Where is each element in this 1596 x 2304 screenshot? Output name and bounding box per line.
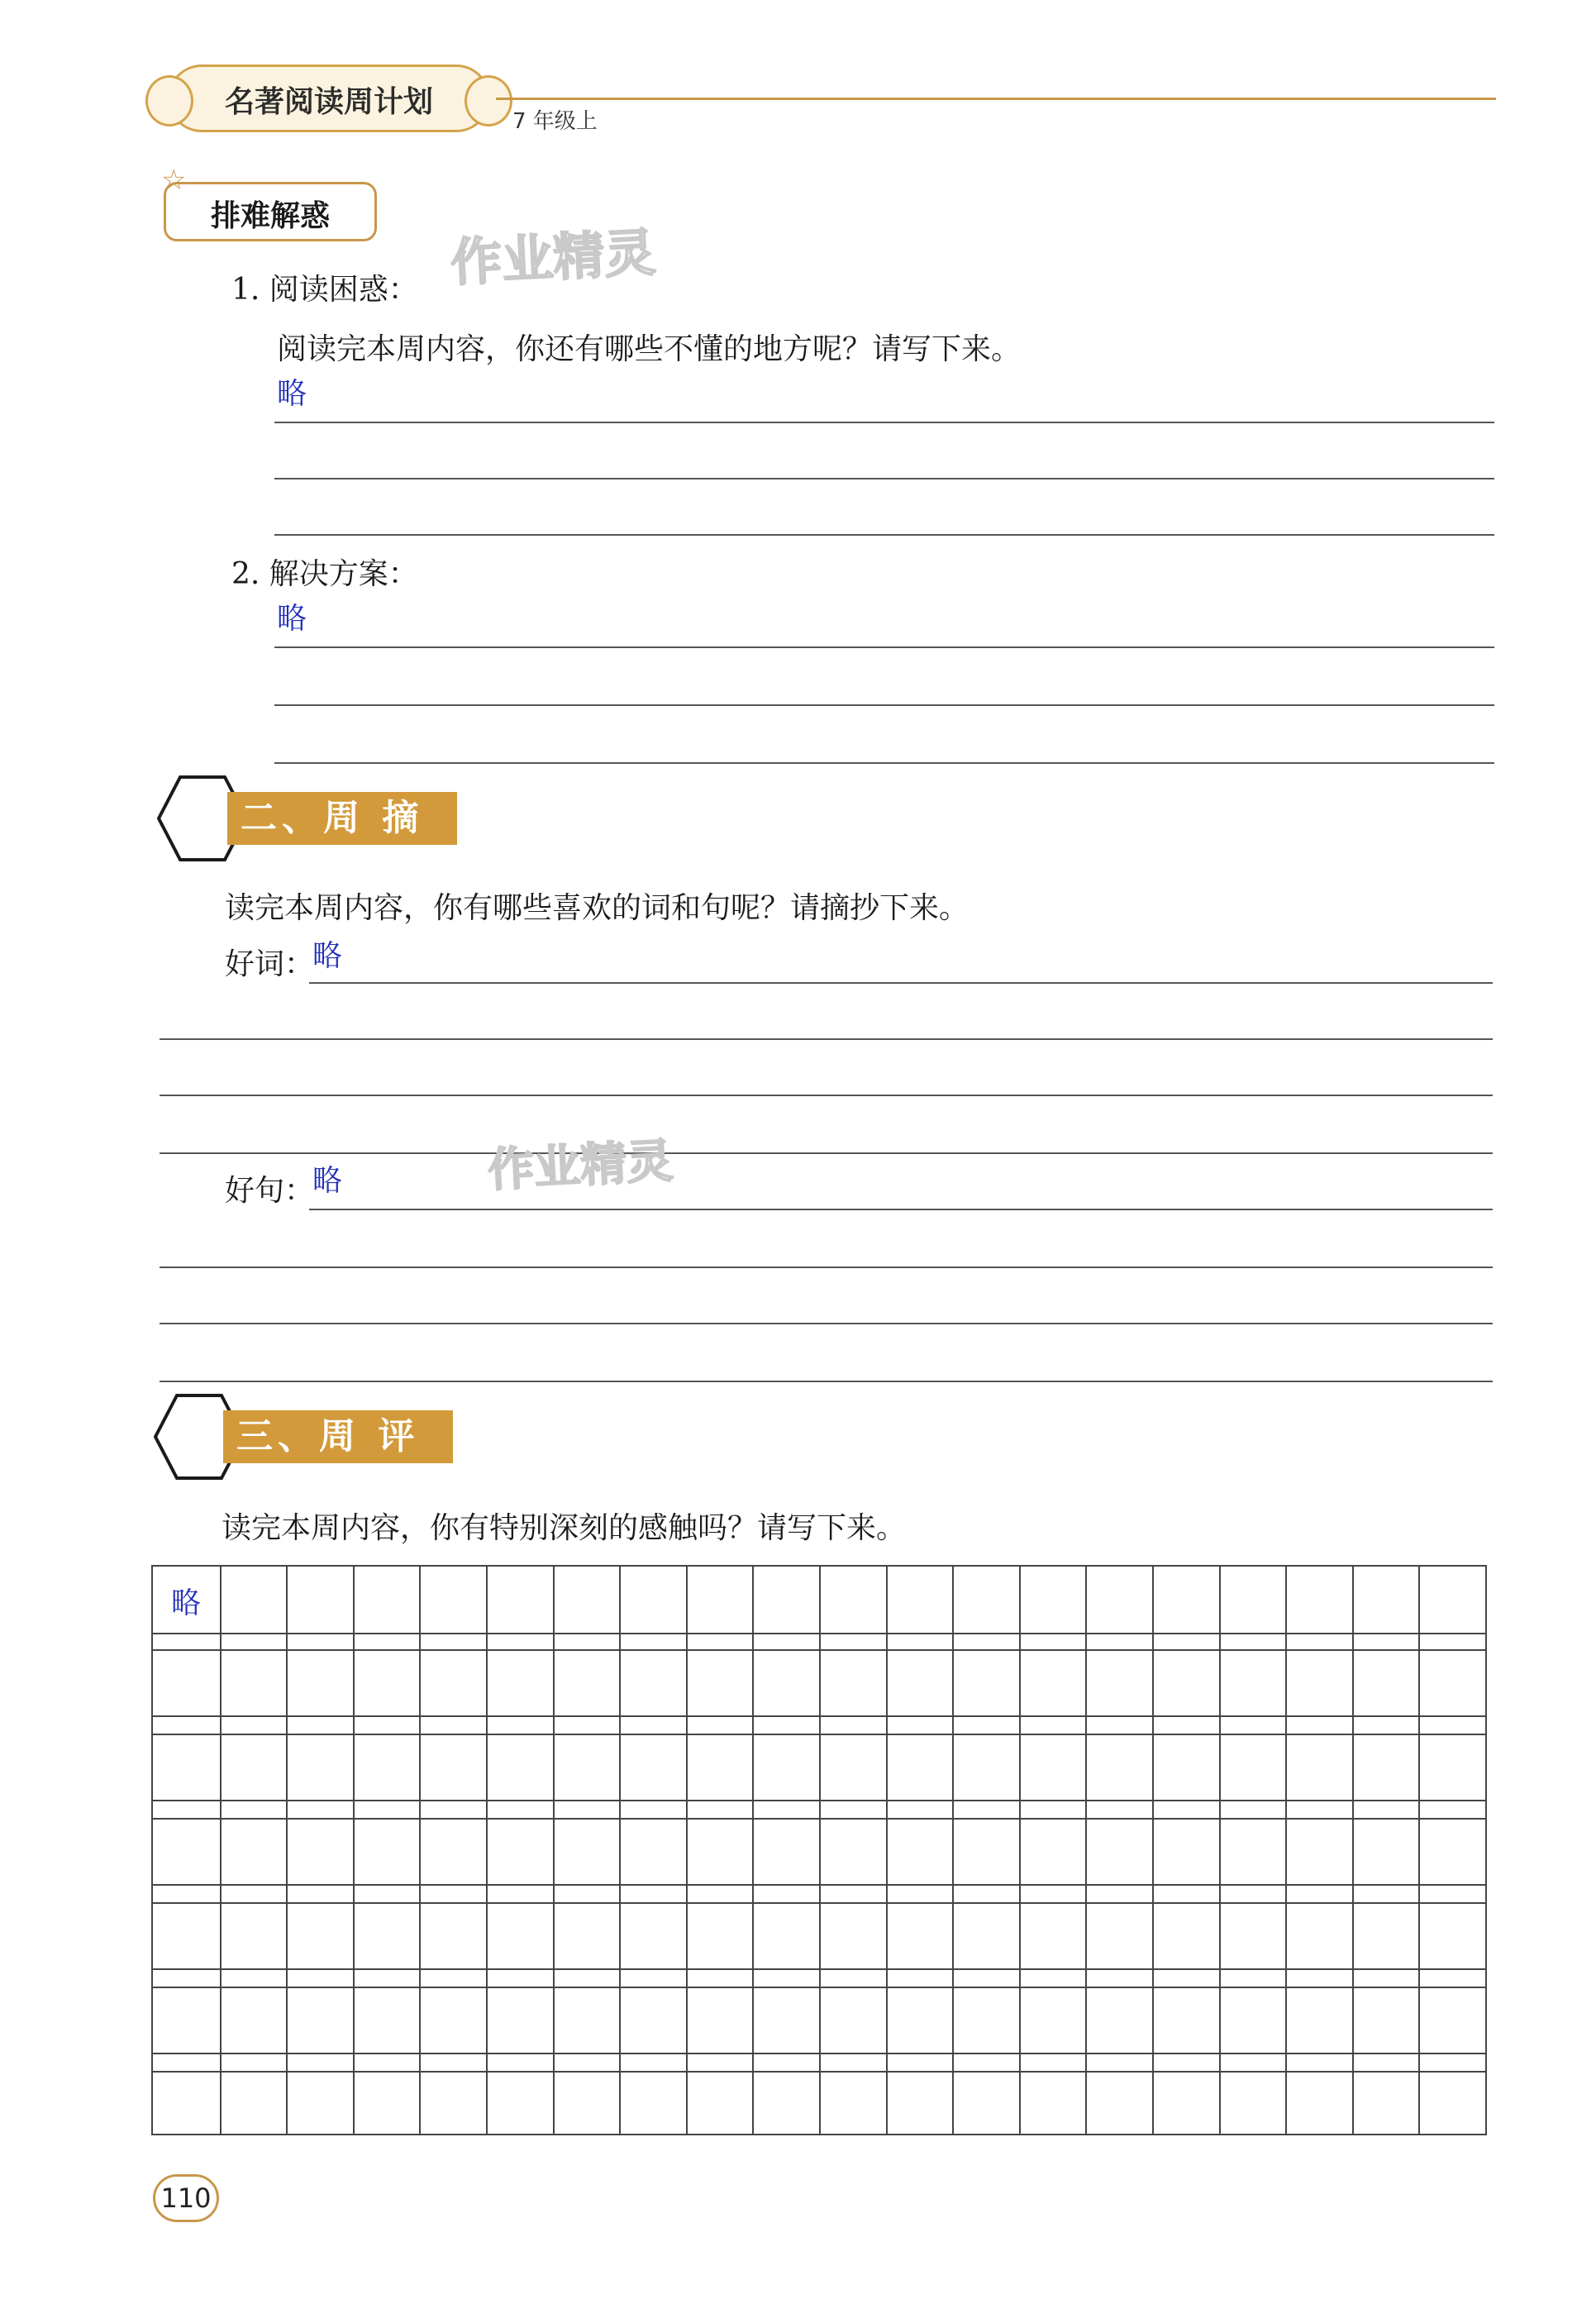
answer-line	[274, 534, 1494, 536]
grid-column-line	[220, 1567, 222, 2134]
question-1-answer[interactable]: 略	[277, 377, 307, 411]
grid-column-line	[952, 1567, 954, 2134]
grid-row-line	[153, 1649, 1485, 1651]
answer-line	[274, 704, 1494, 706]
grid-row-line	[153, 1818, 1485, 1820]
answer-line	[160, 1323, 1493, 1324]
grid-row-line	[153, 1902, 1485, 1904]
answer-line	[274, 422, 1494, 423]
section-3-prompt: 读完本周内容，你有特别深刻的感触吗？请写下来。	[222, 1511, 907, 1545]
grid-row-line	[153, 1987, 1485, 1988]
grid-column-line	[1219, 1567, 1221, 2134]
grid-column-line	[1152, 1567, 1154, 2134]
grid-column-line	[752, 1567, 754, 2134]
answer-line	[160, 1095, 1493, 1096]
question-1-label: 1. 阅读困惑：	[231, 273, 418, 307]
grid-row-line	[153, 1968, 1485, 1970]
grid-column-line	[553, 1567, 555, 2134]
grid-row-line	[153, 1800, 1485, 1801]
answer-line	[274, 478, 1494, 479]
grid-column-line	[1352, 1567, 1354, 2134]
good-words-answer[interactable]: 略	[312, 939, 343, 973]
section-3-heading: 三、周 评	[223, 1410, 453, 1463]
answer-line	[274, 762, 1494, 764]
section-2-prompt: 读完本周内容，你有哪些喜欢的词和句呢？请摘抄下来。	[225, 891, 970, 925]
answer-line	[160, 1381, 1493, 1382]
answer-line	[309, 982, 1493, 984]
section-heading: 排难解惑	[210, 199, 330, 233]
grid-column-line	[819, 1567, 821, 2134]
question-2-answer[interactable]: 略	[277, 602, 307, 636]
section-2-heading: 二、周 摘	[227, 792, 457, 845]
answer-line	[160, 1038, 1493, 1040]
good-words-label: 好词：	[225, 947, 315, 981]
grid-row-line	[153, 1715, 1485, 1717]
good-sentences-label: 好句：	[225, 1174, 315, 1208]
grid-row-line	[153, 2053, 1485, 2054]
grid-column-line	[353, 1567, 355, 2134]
grid-column-line	[1285, 1567, 1287, 2134]
grade-label: 7 年级上	[512, 109, 598, 134]
header-title: 名著阅读周计划	[224, 85, 433, 119]
grid-row-line	[153, 1633, 1485, 1634]
writing-grid[interactable]	[151, 1565, 1487, 2135]
good-sentences-answer[interactable]: 略	[312, 1164, 343, 1198]
answer-line	[160, 1266, 1493, 1268]
grid-column-line	[419, 1567, 421, 2134]
question-2-label: 2. 解决方案：	[231, 557, 418, 591]
grid-row-line	[153, 1884, 1485, 1886]
watermark: 作业精灵	[449, 222, 658, 293]
header-divider	[496, 98, 1496, 100]
grid-column-line	[1019, 1567, 1021, 2134]
grid-column-line	[1085, 1567, 1087, 2134]
grid-row-line	[153, 2071, 1485, 2073]
page-number: 110	[153, 2174, 219, 2222]
answer-line	[160, 1152, 1493, 1154]
grid-column-line	[619, 1567, 621, 2134]
grid-column-line	[286, 1567, 288, 2134]
grid-column-line	[886, 1567, 888, 2134]
answer-line	[309, 1209, 1493, 1210]
grid-column-line	[686, 1567, 688, 2134]
question-1-prompt: 阅读完本周内容，你还有哪些不懂的地方呢？请写下来。	[277, 332, 1022, 366]
answer-line	[274, 646, 1494, 648]
grid-column-line	[1418, 1567, 1420, 2134]
header-plaque	[168, 64, 490, 132]
grid-column-line	[486, 1567, 488, 2134]
writing-grid-answer[interactable]: 略	[171, 1586, 202, 1620]
watermark: 作业精灵	[486, 1134, 674, 1198]
grid-row-line	[153, 1734, 1485, 1735]
section-heading-box	[164, 182, 377, 241]
star-icon: ☆	[161, 164, 187, 197]
